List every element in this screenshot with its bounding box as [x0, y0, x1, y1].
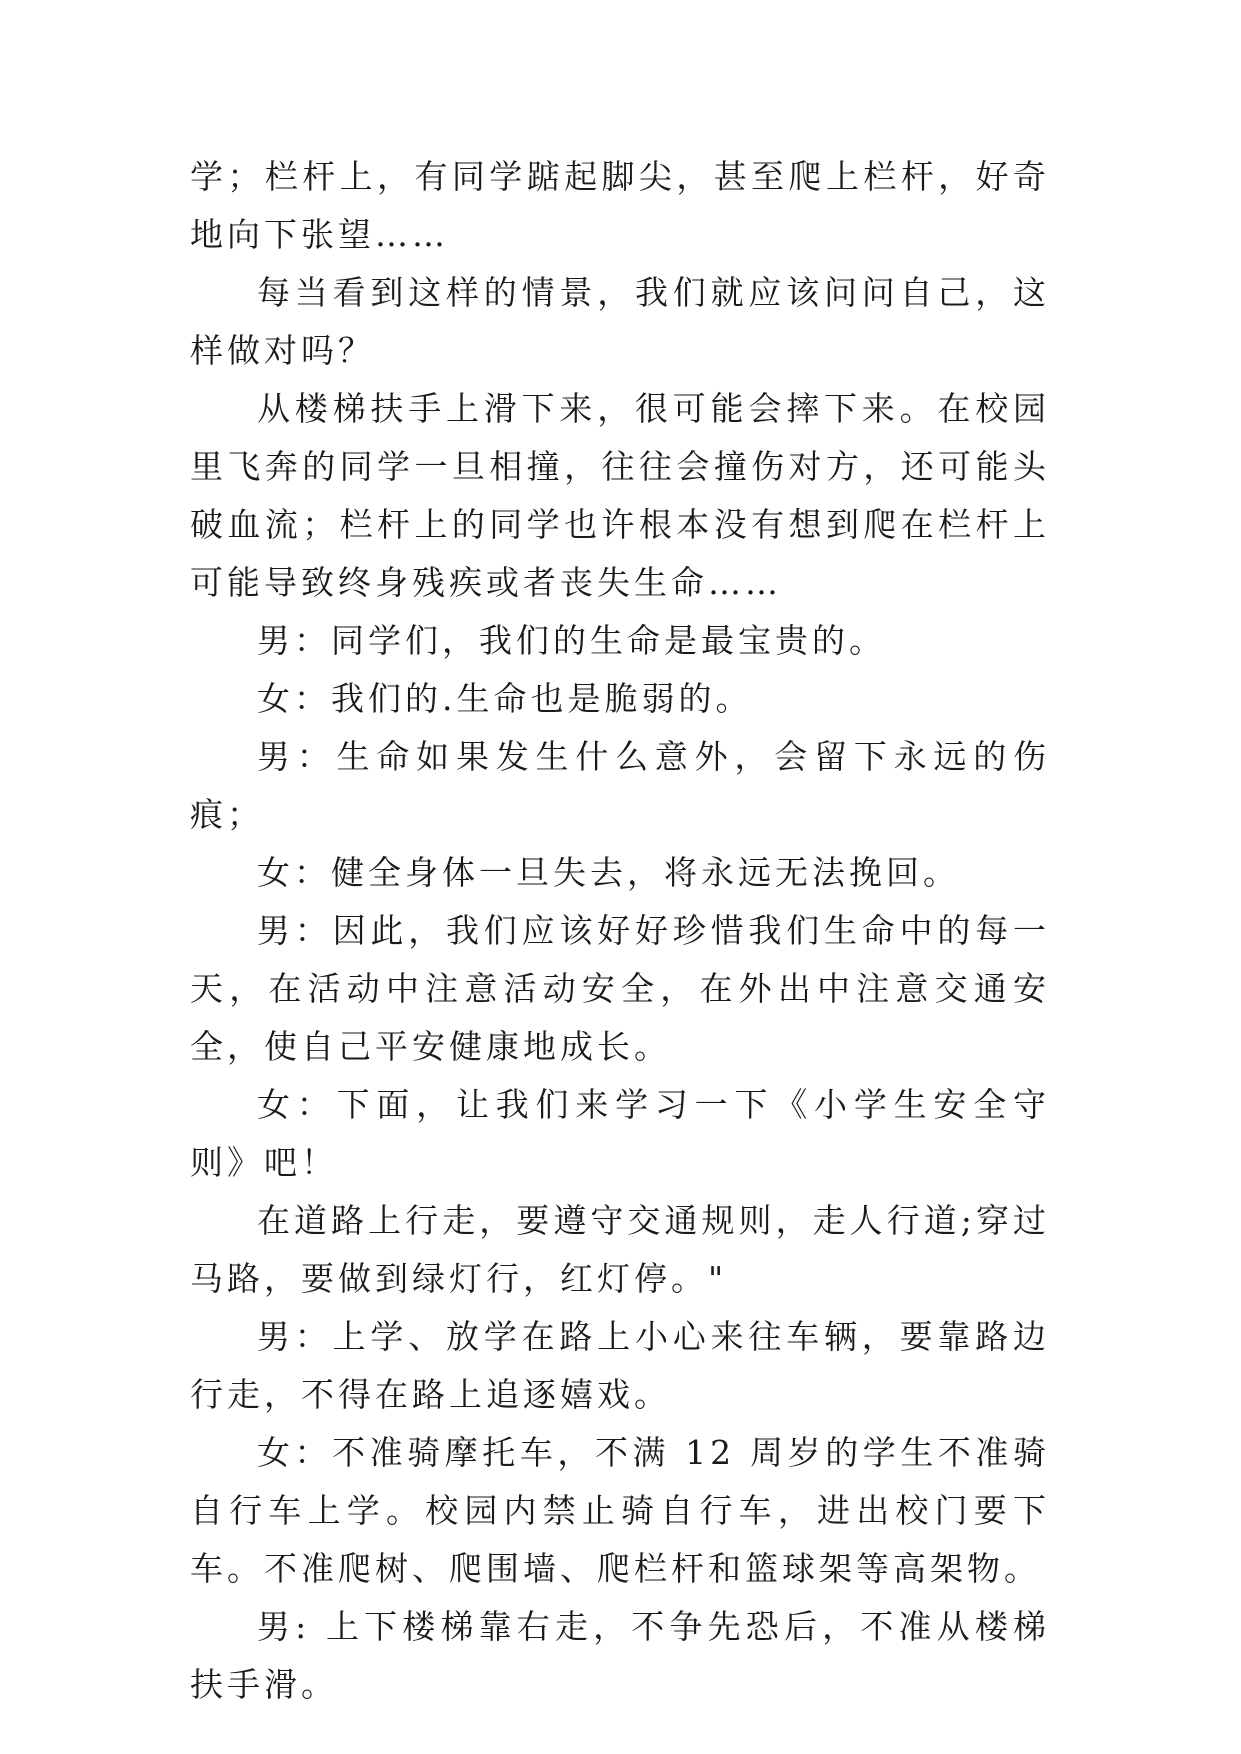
paragraph: 每当看到这样的情景，我们就应该问问自己，这样做对吗？ [190, 273, 1050, 370]
dialogue-line: 男: 上下楼梯靠右走，不争先恐后，不准从楼梯扶手滑。 [190, 1607, 1050, 1704]
body-text [190, 148, 1050, 1714]
dialogue-line: 女：健全身体一旦失去，将永远无法挽回。 [257, 853, 960, 892]
dialogue-line: 女：我们的.生命也是脆弱的。 [257, 679, 753, 718]
paragraph: 学；栏杆上，有同学踮起脚尖，甚至爬上栏杆，好奇地向下张望…… [190, 157, 1050, 254]
dialogue-line: 男：生命如果发生什么意外，会留下永远的伤痕； [190, 737, 1050, 834]
dialogue-line: 女：下面，让我们来学习一下《小学生安全守则》吧！ [190, 1085, 1050, 1182]
dialogue-line: 女：不准骑摩托车，不满 12 周岁的学生不准骑自行车上学。校园内禁止骑自行车，进出校门要下车。不准爬树、爬围墙、爬栏杆和篮球架等高架物。 [190, 1433, 1050, 1588]
dialogue-line: 男：上学、放学在路上小心来往车辆，要靠路边行走，不得在路上追逐嬉戏。 [190, 1317, 1050, 1414]
paragraph: 从楼梯扶手上滑下来，很可能会摔下来。在校园里飞奔的同学一旦相撞，往往会撞伤对方，还可能头破血流；栏杆上的同学也许根本没有想到爬在栏杆上可能导致终身残疾或者丧失生命…… [190, 389, 1050, 602]
paragraph: 在道路上行走，要遵守交通规则，走人行道;穿过马路，要做到绿灯行，红灯停。" [190, 1201, 1050, 1298]
dialogue-line: 男：因此，我们应该好好珍惜我们生命中的每一天，在活动中注意活动安全，在外出中注意交通安全，使自己平安健康地成长。 [190, 911, 1050, 1066]
dialogue-line: 男：同学们，我们的生命是最宝贵的。 [257, 621, 886, 660]
